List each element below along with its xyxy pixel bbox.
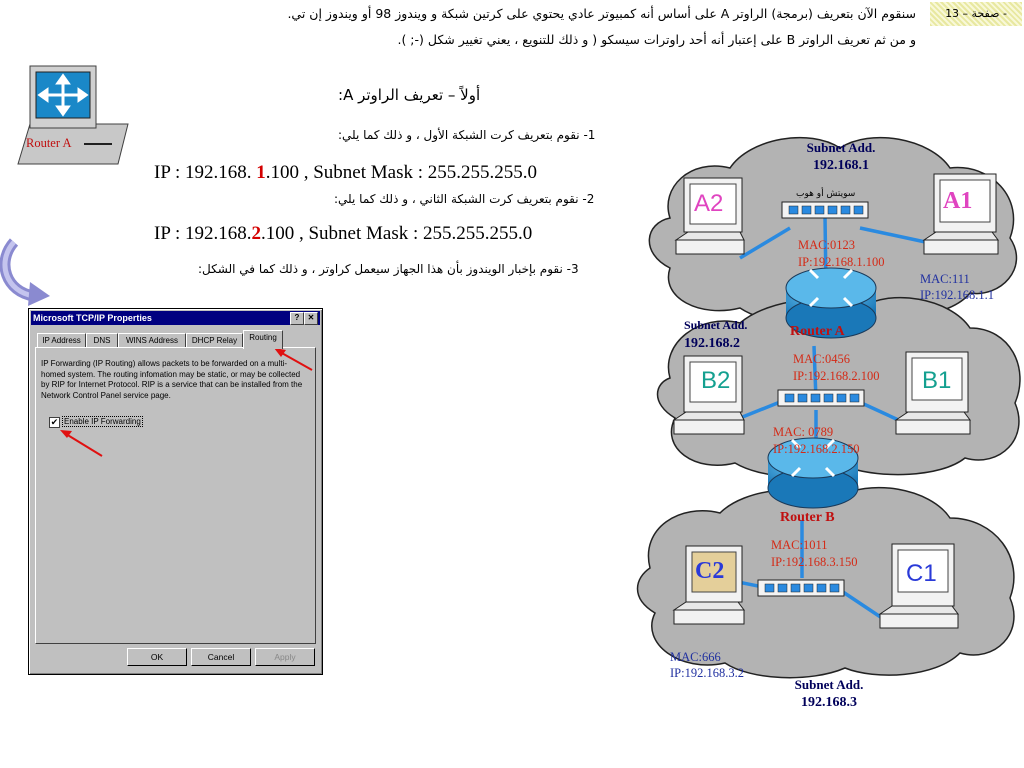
subnet-3-title: Subnet Add. <box>794 677 864 692</box>
computer-b1-label: B1 <box>922 367 952 394</box>
ip1-prefix: IP : 192.168. <box>154 162 257 183</box>
computer-c2-label: C2 <box>695 558 725 584</box>
tab-wins-address[interactable]: WINS Address <box>118 333 186 348</box>
page-number-label: صفحة – 13 - <box>930 2 1022 26</box>
enable-ip-forwarding-checkbox[interactable]: ✔ <box>50 417 59 427</box>
apply-button[interactable]: Apply <box>255 648 315 666</box>
tab-dhcp-relay[interactable]: DHCP Relay <box>186 333 243 348</box>
ip2-highlight: 2 <box>251 223 261 244</box>
tab-routing[interactable]: Routing <box>243 330 283 349</box>
intro-line-1-text: سنقوم الآن بتعريف (برمجة) الراوتر A على أساس أنه كمبيوتر عادي يحتوي على كرتين شبكة و ويندوز 98 أو ويندوز إن تي. <box>287 6 916 21</box>
dialog-title-bar[interactable] <box>31 311 320 325</box>
router-b-if1-ip: IP:192.168.2.150 <box>773 442 860 456</box>
close-button[interactable]: ✕ <box>304 312 318 325</box>
router-a-if1-mac: MAC:0123 <box>798 238 855 252</box>
switch-hub-label: سويتش أو هوب <box>796 189 856 199</box>
router-b-if1-mac: MAC: 0789 <box>773 425 834 439</box>
switch-subnet-1 <box>782 202 868 218</box>
router-a-if2-ip: IP:192.168.2.100 <box>793 369 880 383</box>
router-a-if2-mac: MAC:0456 <box>793 352 850 366</box>
ip-config-1 <box>154 162 537 184</box>
a1-ip: IP:192.168.1.1 <box>920 288 994 302</box>
c2-ip: IP:192.168.3.2 <box>670 666 744 680</box>
router-b-if2-mac: MAC:1011 <box>771 538 828 552</box>
switch-subnet-3 <box>758 580 844 596</box>
switch-subnet-2 <box>778 390 864 406</box>
routing-tab-pointer-arrow <box>274 348 312 370</box>
router-a-icon <box>14 64 132 170</box>
router-a-if1-ip: IP:192.168.1.100 <box>798 255 885 269</box>
curved-arrow-icon <box>0 236 66 306</box>
tab-dns[interactable]: DNS <box>86 333 118 348</box>
computer-c1-label: C1 <box>906 560 937 587</box>
section-heading: أولاً – تعريف الراوتر A: <box>338 86 481 104</box>
intro-line-1 <box>287 6 916 21</box>
ip1-highlight: 1 <box>256 162 266 183</box>
tab-ip-address[interactable]: IP Address <box>37 333 86 348</box>
help-button[interactable]: ? <box>290 312 304 325</box>
dialog-title: Microsoft TCP/IP Properties <box>33 313 152 323</box>
ip-forwarding-description: IP Forwarding (IP Routing) allows packets to be forwarded on a multi-homed system. The routing infomation may be static, or may be collected by RIP for Internet Protocol. RIP is a service that can be installed from the Network Control Panel service page. <box>41 359 303 400</box>
ip-config-2 <box>154 223 532 245</box>
router-a-label: Router A <box>790 324 845 339</box>
ip2-prefix: IP : 192.168. <box>154 223 252 244</box>
checkbox-pointer-arrow <box>60 430 102 456</box>
router-b-label: Router B <box>780 510 835 525</box>
subnet-1-title: Subnet Add. <box>806 140 876 155</box>
subnet-2-value: 192.168.2 <box>684 336 740 351</box>
computer-a1-label: A1 <box>943 188 973 214</box>
cancel-button[interactable]: Cancel <box>191 648 251 666</box>
ip1-suffix: .100 , Subnet Mask : 255.255.255.0 <box>265 162 537 183</box>
subnet-1-value: 192.168.1 <box>813 158 869 173</box>
computer-b2-label: B2 <box>701 367 731 394</box>
step-2-text: 2- نقوم بتعريف كرت الشبكة الثاني ، و ذلك كما يلي: <box>334 192 595 206</box>
computer-a2-label: A2 <box>694 190 724 217</box>
step-3-text: 3- نقوم بإخبار الويندوز بأن هذا الجهاز سيعمل كراوتر ، و ذلك كما في الشكل: <box>198 262 579 276</box>
intro-line-2-text: و من ثم تعريف الراوتر B على إعتبار أنه أحد راوترات سيسكو ( و ذلك للتنويع ، يعني تغيير شكل (-; ). <box>397 32 916 47</box>
ip2-suffix: .100 , Subnet Mask : 255.255.255.0 <box>260 223 533 244</box>
router-icon-label: Router A <box>26 136 72 150</box>
intro-line-2 <box>397 32 916 47</box>
ok-button[interactable]: OK <box>127 648 187 666</box>
c2-mac: MAC:666 <box>670 650 721 664</box>
subnet-3-value: 192.168.3 <box>801 695 857 710</box>
subnet-2-title: Subnet Add. <box>684 318 748 332</box>
a1-mac: MAC:111 <box>920 272 970 286</box>
step-1-text: 1- نقوم بتعريف كرت الشبكة الأول ، و ذلك كما يلي: <box>338 128 596 142</box>
pointer-arrows <box>50 340 320 470</box>
enable-ip-forwarding-label[interactable]: Enable IP Forwarding <box>64 417 141 426</box>
router-b-if2-ip: IP:192.168.3.150 <box>771 555 858 569</box>
